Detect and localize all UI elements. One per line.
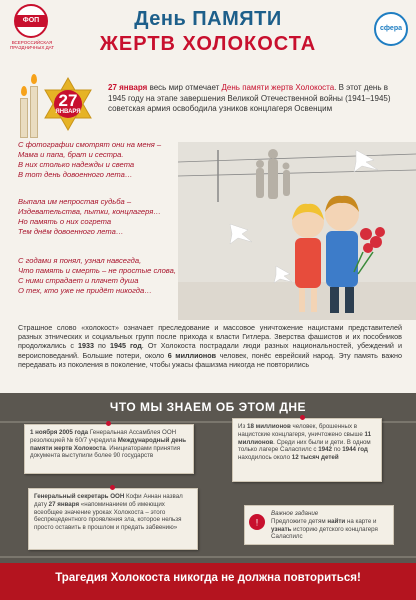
intro-highlight: День памяти жертв Холокоста (221, 83, 335, 92)
section-title: ЧТО МЫ ЗНАЕМ ОБ ЭТОМ ДНЕ (109, 400, 307, 414)
star-day: 27 (58, 91, 78, 110)
para-year-start: 1933 (78, 341, 94, 351)
task-heading: Важное задание (271, 510, 319, 517)
para-year-end: 1945 год (109, 341, 142, 351)
card-bold: 1942 (318, 446, 332, 454)
poem-line: Что память и смерть – не простые слова, (18, 266, 176, 275)
poem-line: Мама и папа, брат и сестра. (18, 150, 124, 159)
poem-line: С годами я понял, узнал навсегда, (18, 256, 142, 265)
intro-date: 27 января (108, 83, 148, 92)
task-text: на карте и (345, 517, 377, 525)
svg-text:!: ! (255, 517, 259, 528)
task-text: историю детского концлагеря Саласпилс (271, 525, 378, 541)
poem-line: С фотографии смотрят они на меня – (18, 140, 162, 149)
intro-text1: весь мир отмечает (147, 83, 222, 92)
intro-text2: . В этот день в 1945 году на этапе завершения Великой Отечественной войны (1941–1945) советская армия освободила узников концлагеря Освенцим (108, 83, 391, 113)
card-bold: 1944 год (342, 446, 368, 454)
poem-line: Выпала им непростая судьба – (18, 197, 132, 206)
poem-stanza-3 (18, 256, 208, 296)
card-text: Кофи Аннан назвал дату (34, 493, 183, 508)
task-card (244, 505, 394, 545)
card-bold: Международный день памяти жертв Холокоста (30, 436, 187, 452)
card-bold: 27 января (48, 500, 80, 508)
para-six-million: 6 миллионов (167, 350, 217, 360)
task-map-icon (248, 513, 266, 531)
card-text: Из (238, 423, 248, 430)
para-part: . От Холокоста пострадали люди разных национальностей, убеждений и вероисповеданий. Большие потери, около (18, 341, 403, 360)
poem-line: Издевательства, пытки, концлагеря… (18, 207, 161, 216)
poem-stanza-2 (18, 197, 208, 237)
pin-icon (106, 421, 111, 426)
task-text: Предложите детям (271, 517, 328, 525)
fact-card-3 (28, 488, 198, 550)
sfera-logo-text: сфера (380, 25, 402, 32)
task-bold: найти (327, 517, 346, 525)
poem-line: Но память о них согрета (18, 217, 112, 226)
poem-stanza-1 (18, 140, 208, 180)
card-text: Генеральная Ассамблея ООН резолюцией № 60/7 учредила (30, 429, 177, 444)
para-part: Страшное слово «холокост» означает преследование и массовое уничтожение нацистами представителей разных этнических и социальных групп после прихода к власти Гитлера. Зверства фашистов и их пособников продолжались с (18, 323, 402, 351)
para-part: человек, понёс еврейский народ. Эту память важно передавать из поколения в поколение, чтобы ужасы фашизма никогда не повторились (18, 350, 402, 369)
fact-card-2 (232, 418, 382, 482)
pin-icon (300, 415, 305, 420)
task-bold: узнать (271, 525, 292, 533)
star-month: ЯНВАРЯ (55, 109, 81, 115)
intro-text (108, 83, 406, 115)
card-text: человек, брошенных в нацистские концлагеря, уничтожено свыше (238, 423, 365, 438)
card-text: «напоминанием об имеющих всеобщее значение уроках Холокоста – этого беспрецедентного проявления зла, которое нельзя просто оставить в прошлом и предать забвению» (34, 500, 182, 532)
card-text: . Среди них были и дети. В одном только лагере Саласпилс с (238, 438, 371, 454)
card-text: по (332, 446, 343, 454)
card-bold: 1 ноября 2005 года (30, 429, 89, 436)
page-title-line2: ЖЕРТВ ХОЛОКОСТА (99, 33, 317, 55)
card-bold: 12 тысяч детей (291, 454, 339, 462)
page-title-line1: День ПАМЯТИ (134, 8, 282, 30)
para-part: по (94, 341, 110, 351)
pin-icon (110, 485, 115, 490)
fact-card-1 (24, 424, 194, 474)
holocaust-paragraph (18, 323, 402, 369)
logo-text: ФОП (16, 15, 46, 27)
card-bold: Генеральный секретарь ООН (34, 493, 125, 500)
poem-line: С ними страдает и плачет душа (18, 276, 139, 285)
poem-line: О тех, кто уже не придёт никогда… (18, 286, 152, 295)
children-illustration (178, 142, 416, 320)
card-bold: 11 миллионов (238, 430, 372, 446)
poem-line: Тем днём довоенного лета… (18, 227, 124, 236)
barbed-wire-divider (0, 554, 416, 560)
logo-caption: ВСЕРОССИЙСКАЯ ПРАЗДНИЧНЫХ ДАТ (9, 40, 55, 50)
card-text: . Инициаторами принятия документа выступили более 90 государств (30, 444, 181, 460)
poem-line: В тот день довоенного лета… (18, 170, 133, 179)
card-bold: 18 миллионов (247, 423, 291, 430)
footer-text: Трагедия Холокоста никогда не должна повториться! (55, 572, 361, 584)
poem-line: В них столько надежды и света (18, 160, 135, 169)
card-text: находилось около (238, 454, 292, 462)
